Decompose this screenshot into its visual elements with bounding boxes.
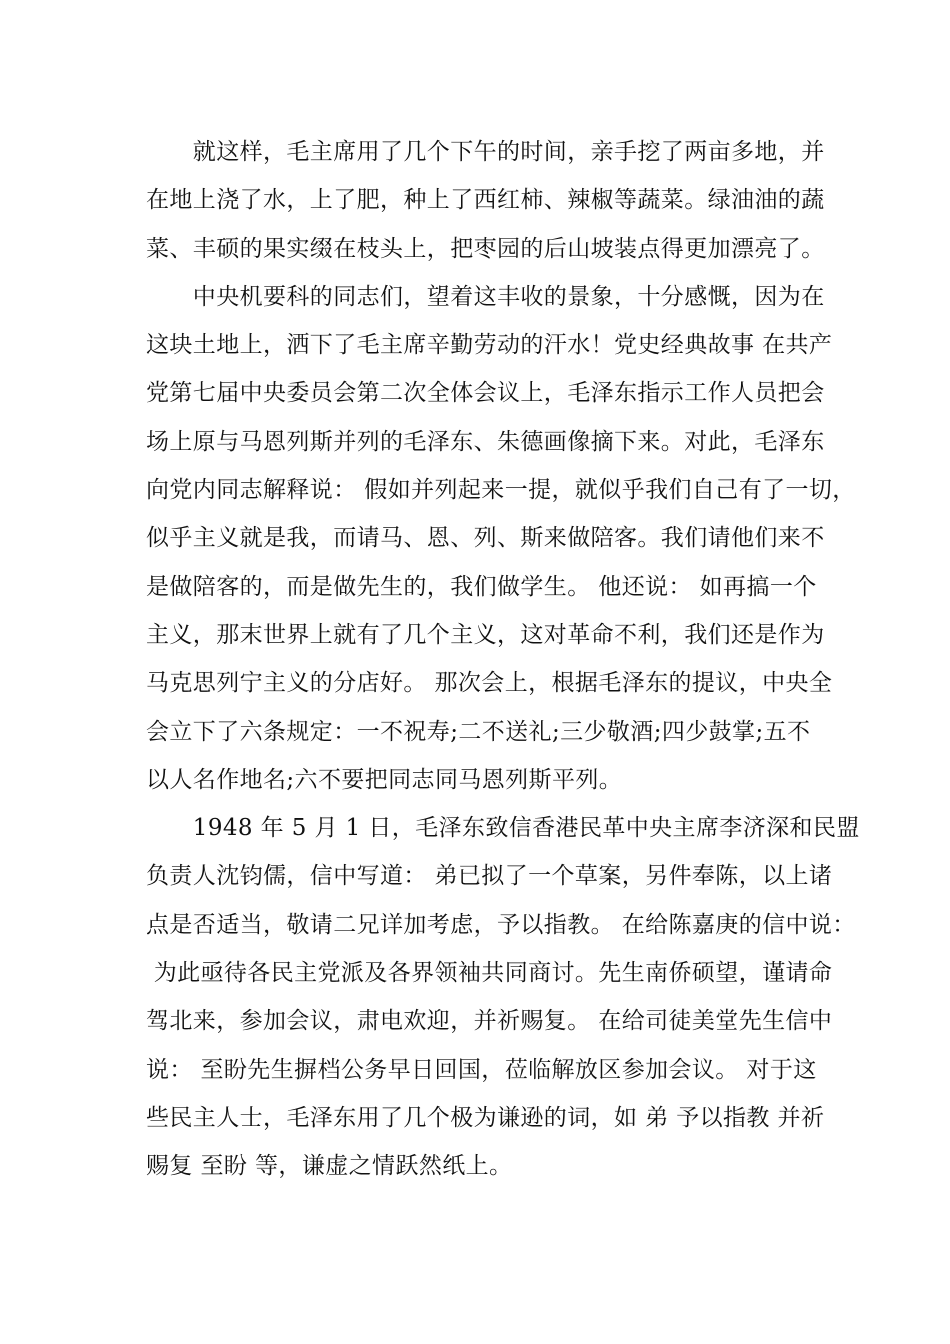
text-line: 向党内同志解释说： 假如并列起来一提，就似乎我们自己有了一切， <box>146 477 856 504</box>
text-line: 场上原与马恩列斯并列的毛泽东、朱德画像摘下来。对此，毛泽东 <box>146 428 825 455</box>
text-line: 说： 至盼先生摒档公务早日回国，莅临解放区参加会议。 对于这 <box>146 1056 817 1083</box>
text-line: 中央机要科的同志们，望着这丰收的景象，十分感慨，因为在 <box>146 283 825 310</box>
paragraph <box>146 273 856 804</box>
text-line: 赐复 至盼 等，谦虚之情跃然纸上。 <box>146 1153 513 1180</box>
text-line: 以人名作地名;六不要把同志同马恩列斯平列。 <box>146 766 623 793</box>
text-line: 会立下了六条规定：一不祝寿;二不送礼;三少敬酒;四少鼓掌;五不 <box>146 718 811 745</box>
text-line: 负责人沈钧儒，信中写道： 弟已拟了一个草案，另件奉陈，以上诸 <box>146 863 833 890</box>
text-line: 这块土地上，洒下了毛主席辛勤劳动的汗水！党史经典故事 在共产 <box>146 332 833 359</box>
paragraph <box>146 128 826 273</box>
text-line: 在地上浇了水，上了肥，种上了西红柿、辣椒等蔬菜。绿油油的蔬 <box>146 187 825 214</box>
document-body <box>146 128 860 1191</box>
text-line: 为此亟待各民主党派及各界领袖共同商讨。先生南侨硕望，谨请命 <box>146 960 833 987</box>
paragraph <box>146 804 860 1190</box>
text-line: 马克思列宁主义的分店好。 那次会上，根据毛泽东的提议，中央全 <box>146 670 833 697</box>
text-line: 菜、丰硕的果实缀在枝头上，把枣园的后山坡装点得更加漂亮了。 <box>146 235 825 262</box>
text-line: 党第七届中央委员会第二次全体会议上，毛泽东指示工作人员把会 <box>146 380 825 407</box>
text-line: 主义，那末世界上就有了几个主义，这对革命不利，我们还是作为 <box>146 621 825 648</box>
text-line: 1948 年 5 月 1 日，毛泽东致信香港民革中央主席李济深和民盟 <box>146 815 860 842</box>
text-line: 驾北来，参加会议，肃电欢迎，并祈赐复。 在给司徒美堂先生信中 <box>146 1008 833 1035</box>
text-line: 似乎主义就是我，而请马、恩、列、斯来做陪客。我们请他们来不 <box>146 525 825 552</box>
text-line: 就这样，毛主席用了几个下午的时间，亲手挖了两亩多地，并 <box>146 139 825 165</box>
text-line: 些民主人士，毛泽东用了几个极为谦逊的词，如 弟 予以指教 并祈 <box>146 1104 825 1131</box>
text-line: 是做陪客的，而是做先生的，我们做学生。 他还说： 如再搞一个 <box>146 573 817 600</box>
text-line: 点是否适当，敬请二兄详加考虑，予以指教。 在给陈嘉庚的信中说： <box>146 911 856 938</box>
